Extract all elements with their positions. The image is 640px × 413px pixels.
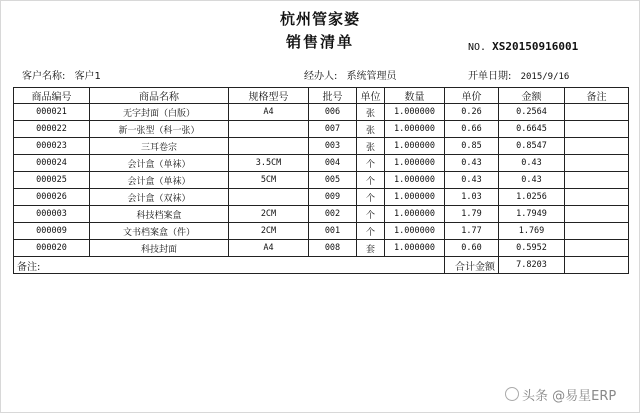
source-watermark bbox=[505, 385, 616, 404]
item-amount: 1.0256 bbox=[499, 189, 565, 206]
item-unit: 个 bbox=[357, 189, 385, 206]
item-note bbox=[565, 206, 629, 223]
total-amount-label: 合计金额 bbox=[445, 257, 499, 274]
item-price: 0.85 bbox=[445, 138, 499, 155]
item-amount: 0.43 bbox=[499, 172, 565, 189]
item-code: 000003 bbox=[14, 206, 90, 223]
item-unit: 张 bbox=[357, 121, 385, 138]
item-batch: 002 bbox=[309, 206, 357, 223]
item-note bbox=[565, 172, 629, 189]
item-note bbox=[565, 138, 629, 155]
column-header: 商品名称 bbox=[90, 88, 229, 104]
table-row bbox=[14, 138, 629, 155]
item-name: 会计盒（单袜） bbox=[90, 155, 229, 172]
table-row bbox=[14, 155, 629, 172]
item-spec bbox=[229, 121, 309, 138]
item-unit: 张 bbox=[357, 104, 385, 121]
item-note bbox=[565, 121, 629, 138]
item-batch: 005 bbox=[309, 172, 357, 189]
table-row bbox=[14, 121, 629, 138]
table-header-row bbox=[14, 88, 629, 104]
item-amount: 0.43 bbox=[499, 155, 565, 172]
handler-field bbox=[304, 67, 397, 82]
total-amount-value: 7.8203 bbox=[499, 257, 565, 274]
item-qty: 1.000000 bbox=[385, 138, 445, 155]
item-unit: 个 bbox=[357, 206, 385, 223]
item-name: 科技封面 bbox=[90, 240, 229, 257]
item-code: 000020 bbox=[14, 240, 90, 257]
item-price: 1.79 bbox=[445, 206, 499, 223]
handler-label: 经办人: bbox=[304, 71, 338, 82]
column-header: 商品编号 bbox=[14, 88, 90, 104]
footer-note-cell bbox=[565, 257, 629, 274]
item-amount: 0.2564 bbox=[499, 104, 565, 121]
item-amount: 1.769 bbox=[499, 223, 565, 240]
item-amount: 1.7949 bbox=[499, 206, 565, 223]
item-qty: 1.000000 bbox=[385, 189, 445, 206]
item-unit: 张 bbox=[357, 138, 385, 155]
item-name: 文书档案盒（件） bbox=[90, 223, 229, 240]
customer-value: 客户1 bbox=[74, 71, 101, 82]
item-batch: 003 bbox=[309, 138, 357, 155]
footer-note-label: 备注: bbox=[14, 257, 445, 274]
item-spec: 3.5CM bbox=[229, 155, 309, 172]
item-code: 000026 bbox=[14, 189, 90, 206]
item-qty: 1.000000 bbox=[385, 240, 445, 257]
column-header: 单价 bbox=[445, 88, 499, 104]
item-spec: 2CM bbox=[229, 206, 309, 223]
item-qty: 1.000000 bbox=[385, 155, 445, 172]
item-batch: 009 bbox=[309, 189, 357, 206]
table-row bbox=[14, 223, 629, 240]
item-note bbox=[565, 240, 629, 257]
table-footer-row bbox=[14, 257, 629, 274]
document-number bbox=[468, 40, 578, 53]
item-note bbox=[565, 223, 629, 240]
items-table bbox=[13, 87, 629, 274]
item-batch: 006 bbox=[309, 104, 357, 121]
item-name: 新一张型（科一张） bbox=[90, 121, 229, 138]
table-row bbox=[14, 206, 629, 223]
table-row bbox=[14, 189, 629, 206]
item-price: 0.66 bbox=[445, 121, 499, 138]
item-name: 会计盒（单袜） bbox=[90, 172, 229, 189]
watermark-text: 头条 @易星ERP bbox=[522, 389, 617, 404]
document-number-label: NO. bbox=[468, 42, 487, 53]
customer-label: 客户名称: bbox=[22, 71, 66, 82]
item-batch: 001 bbox=[309, 223, 357, 240]
item-price: 0.60 bbox=[445, 240, 499, 257]
item-price: 1.77 bbox=[445, 223, 499, 240]
date-label: 开单日期: bbox=[468, 71, 512, 82]
handler-value: 系统管理员 bbox=[346, 71, 397, 82]
item-price: 0.43 bbox=[445, 155, 499, 172]
item-spec: 5CM bbox=[229, 172, 309, 189]
column-header: 单位 bbox=[357, 88, 385, 104]
item-price: 1.03 bbox=[445, 189, 499, 206]
item-unit: 个 bbox=[357, 155, 385, 172]
item-unit: 个 bbox=[357, 172, 385, 189]
table-row bbox=[14, 172, 629, 189]
item-name: 科技档案盒 bbox=[90, 206, 229, 223]
item-spec: 2CM bbox=[229, 223, 309, 240]
item-code: 000023 bbox=[14, 138, 90, 155]
item-qty: 1.000000 bbox=[385, 172, 445, 189]
item-code: 000024 bbox=[14, 155, 90, 172]
item-amount: 0.5952 bbox=[499, 240, 565, 257]
item-code: 000009 bbox=[14, 223, 90, 240]
item-amount: 0.6645 bbox=[499, 121, 565, 138]
item-name: 会计盒（双袜） bbox=[90, 189, 229, 206]
column-header: 规格型号 bbox=[229, 88, 309, 104]
item-unit: 个 bbox=[357, 223, 385, 240]
item-spec bbox=[229, 189, 309, 206]
item-code: 000025 bbox=[14, 172, 90, 189]
column-header: 金额 bbox=[499, 88, 565, 104]
item-name: 三耳卷宗 bbox=[90, 138, 229, 155]
item-qty: 1.000000 bbox=[385, 104, 445, 121]
document-title: 销售清单 bbox=[285, 33, 354, 51]
date-value: 2015/9/16 bbox=[520, 72, 570, 82]
column-header: 数量 bbox=[385, 88, 445, 104]
item-code: 000022 bbox=[14, 121, 90, 138]
item-qty: 1.000000 bbox=[385, 206, 445, 223]
item-amount: 0.8547 bbox=[499, 138, 565, 155]
item-batch: 007 bbox=[309, 121, 357, 138]
item-note bbox=[565, 155, 629, 172]
item-batch: 008 bbox=[309, 240, 357, 257]
item-batch: 004 bbox=[309, 155, 357, 172]
item-unit: 套 bbox=[357, 240, 385, 257]
item-price: 0.43 bbox=[445, 172, 499, 189]
item-qty: 1.000000 bbox=[385, 223, 445, 240]
column-header: 备注 bbox=[565, 88, 629, 104]
table-row bbox=[14, 104, 629, 121]
item-spec: A4 bbox=[229, 104, 309, 121]
item-note bbox=[565, 104, 629, 121]
item-qty: 1.000000 bbox=[385, 121, 445, 138]
item-spec: A4 bbox=[229, 240, 309, 257]
item-price: 0.26 bbox=[445, 104, 499, 121]
item-spec bbox=[229, 138, 309, 155]
column-header: 批号 bbox=[309, 88, 357, 104]
company-name: 杭州管家婆 bbox=[279, 10, 360, 28]
item-code: 000021 bbox=[14, 104, 90, 121]
date-field bbox=[468, 67, 569, 82]
item-name: 无字封面（白版） bbox=[90, 104, 229, 121]
customer-field bbox=[22, 67, 101, 82]
table-row bbox=[14, 240, 629, 257]
account-logo-icon bbox=[505, 387, 519, 401]
document-number-value: XS20150916001 bbox=[492, 40, 579, 53]
item-note bbox=[565, 189, 629, 206]
